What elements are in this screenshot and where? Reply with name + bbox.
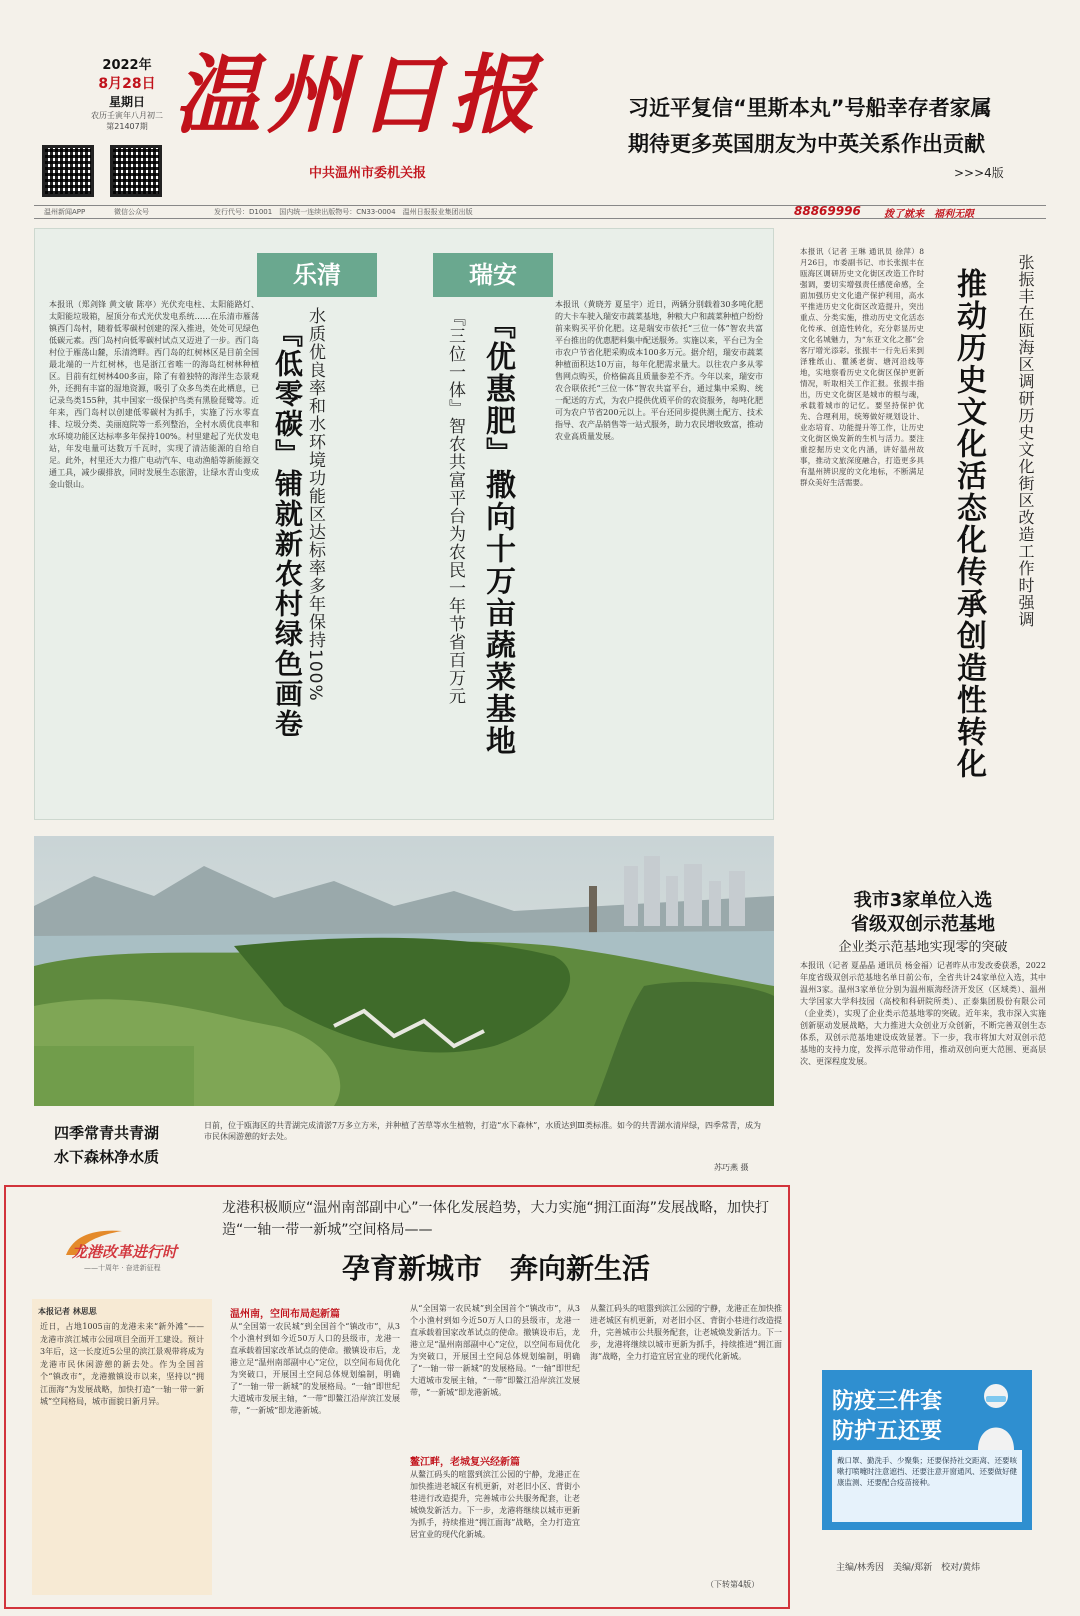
publish-info: 发行代号：D1001 国内统一连续出版物号：CN33-0004 温州日报报业集团出版 — [214, 208, 473, 216]
middle-story-headline[interactable]: 『优惠肥』撒向十万亩蔬菜基地 — [480, 309, 515, 757]
qr1-label: 温州新闻APP — [44, 208, 86, 216]
feature-lead: 近日，占地1005亩的龙港未来“新外滩”——龙港市滨江城市公园项目全面开工建设。预计3年后，这一长度近5公里的滨江景观带将成为龙港市民休闲游憩的新去处。作为全国首个“镇改市”，龙港撤镇设市以来，坚持以“拥江面海”为发展战略，加快打造“一轴一带一新城”空间格局，城市面貌日新月异。 — [40, 1322, 204, 1406]
lake-photo-illustration — [34, 836, 774, 1106]
left-story-headline[interactable]: 『低零碳』铺就新农村绿色画卷 — [271, 319, 304, 739]
publish-bar — [34, 205, 1046, 219]
middle-story-body: 本报讯（黄晓芳 夏星宇）近日，两辆分别载着30多吨化肥的大卡车驶入瑞安市蔬菜基地，种粮大户和蔬菜种植户纷纷前来购买平价化肥。这是瑞安市依托“三位一体”智农共富平台推出的优惠肥料集中配送服务。实施以来，平台已为全市农户节省化肥采购成本100多万元。据介绍，瑞安市蔬菜种植面积达10万亩，每年化肥需求量大。以往农户多从零售网点购买，价格偏高且质量参差不齐。今年以来，瑞安市农合联依托“三位一体”智农共富平台，通过集中采购、统一配送的方式，为农户提供优质平价的农资服务，每吨化肥可为农户节省200元以上。平台还同步提供测土配方、技术指导、农产品销售等一站式服务，助力农民增收致富，推动农业高质量发展。 — [555, 300, 763, 441]
feature-intro: 龙港积极顺应“温州南部副中心”一体化发展趋势，大力实施“拥江面海”发展战略，加快打造“一轴一带一新城”空间格局—— — [222, 1200, 770, 1238]
hotline-tag: 拨了就来 福利无限 — [884, 209, 974, 220]
caption-body: 日前，位于瓯海区的共青湖完成清淤7万多立方米，并种植了苦草等水生植物，打造“水下森林”，水质达到Ⅲ类标准。如今的共青湖水清岸绿，四季常青，成为市民休闲游憩的好去处。 — [204, 1121, 761, 1141]
feature-lead-box — [32, 1299, 212, 1595]
column-subtag: ——十周年 · 奋进新征程 — [84, 1264, 161, 1272]
column-tag: 龙港改革进行时 — [72, 1243, 178, 1261]
right-story-subhead: 张振丰在瓯海区调研历史文化街区改造工作时强调 — [1016, 254, 1035, 628]
green-feature-box — [34, 228, 774, 820]
left-story-body: 本报讯（郑剑锋 黄文敏 陈亭）光伏充电柱、太阳能路灯、太阳能垃圾箱，屋顶分布式光伏发电系统……在乐清市雁荡镇西门岛村，随着低零碳村创建的深入推进，处处可见绿色低碳元素。西门岛村向低零碳村试点又迈进了一步。西门岛村位于雁荡山麓，乐清湾畔。西门岛的红树林区是目前全国最北端的一片红树林，也是浙江省唯一的海岛红树林种植区。目前有红树林400多亩，除了有着独特的海洋生态景观外，还拥有丰富的湿地资源，吸引了众多鸟类在此栖息，已记录鸟类155种，其中国家一级保护鸟类有黑脸琵鹭等。近年来，西门岛村以创建低零碳村为抓手，实施了污水零直排、垃圾分类、美丽庭院等一系列整治，全村水质优良率和水环境功能区达标率多年保持100%。村里建起了光伏发电站，年发电量可达数万千瓦时，实现了清洁能源的自给自足。此外，村里还大力推广电动汽车、电动渔船等新能源交通工具，减少碳排放，同时发展生态旅游，让绿水青山变成金山银山。 — [49, 300, 259, 489]
section2-body: 从鳌江码头的喧嚣到滨江公园的宁静，龙港正在加快推进老城区有机更新，对老旧小区、背街小巷进行改造提升，完善城市公共服务配套，让老城焕发新活力。下一步，龙港将继续以城市更新为抓手，持续推进“拥江面海”战略，全力打造宜居宜业的现代化新城。 — [410, 1470, 580, 1539]
ad-line-2: 防护五还要 — [832, 1419, 943, 1444]
feature-byline: 本报记者 林思思 — [38, 1306, 97, 1316]
caption-title-1: 四季常青共青湖 — [54, 1124, 160, 1142]
section1-body: 从“全国第一农民城”到全国首个“镇改市”，从3个小渔村到如今近50万人口的县级市，龙港一直承载着国家改革试点的使命。撤镇设市后，龙港立足“温州南部副中心”定位，以空间布局优化为突破口，开展国土空间总体规划编制，明确了“一轴一带一新城”的发展格局。“一轴”即世纪大道城市发展主轴，“一带”即鳌江沿岸滨江发展带，“一新城”即龙港新城。 — [230, 1322, 400, 1415]
side-story-headline-2[interactable]: 省级双创示范基地 — [851, 914, 995, 935]
photo-credit: 苏巧燕 摄 — [714, 1163, 749, 1172]
weekday: 星期日 — [108, 95, 145, 109]
lake-photo[interactable] — [34, 836, 774, 1106]
ad-body-panel — [832, 1450, 1022, 1522]
side-story-body: 本报讯（记者 夏晶晶 通讯员 杨金福）记者昨从市发改委获悉，2022年度省级双创示范基地名单日前公布，全省共计24家单位入选，其中温州3家。温州3家单位分别为温州瓯海经济开发区（区域类）、温州大学国家大学科技园（高校和科研院所类）、正泰集团股份有限公司（企业类），实现了企业类示范基地零的突破。近年来，我市深入实施创新驱动发展战略，大力推进大众创业万众创新，不断完善双创生态体系，双创示范基地建设成效显著。下一步，我市将加大对双创示范基地的支持力度，发挥示范带动作用，推动双创向更大范围、更高层次、更深程度发展。 — [800, 961, 1046, 1066]
page-editors: 主编/林秀因 美编/郑新 校对/黄炜 — [836, 1563, 981, 1573]
feature-continued[interactable]: （下转第4版） — [706, 1580, 760, 1589]
tag-yueqing: 乐清 — [257, 253, 377, 297]
ad-figure-icon — [972, 1380, 1020, 1450]
right-story-headline[interactable]: 推动历史文化活态化传承创造性转化 — [951, 268, 986, 780]
epidemic-ad[interactable] — [822, 1370, 1032, 1530]
date-md: 8月28日 — [98, 76, 156, 92]
top-headline-line2[interactable]: 期待更多英国朋友为中英关系作出贡献 — [628, 132, 985, 156]
section1-head: 温州南，空间布局起新篇 — [230, 1309, 340, 1320]
issue-number: 第21407期 — [106, 122, 148, 131]
column-logo — [64, 1227, 214, 1281]
hotline-number[interactable]: 88869996 — [794, 204, 861, 218]
photo-caption — [34, 1118, 774, 1176]
caption-title-2: 水下森林净水质 — [54, 1148, 160, 1166]
newspaper-subtitle: 中共温州市委机关报 — [309, 166, 427, 181]
section2-head: 鳌江畔，老城复兴经新篇 — [410, 1457, 520, 1468]
date-block — [72, 54, 182, 132]
qr2-label: 微信公众号 — [114, 208, 149, 216]
ad-line-1: 防疫三件套 — [832, 1389, 943, 1414]
date-year: 2022年 — [102, 58, 152, 73]
top-headline-line1[interactable]: 习近平复信“里斯本丸”号船幸存者家属 — [628, 96, 992, 120]
column-2-body: 从“全国第一农民城”到全国首个“镇改市”，从3个小渔村到如今近50万人口的县级市，龙港一直承载着国家改革试点的使命。撤镇设市后，龙港立足“温州南部副中心”定位，以空间布局优化为突破口，开展国土空间总体规划编制，明确了“一轴一带一新城”的发展格局。“一轴”即世纪大道城市发展主轴，“一带”即鳌江沿岸滨江发展带，“一新城”即龙港新城。 — [410, 1304, 580, 1397]
left-story-subhead: 水质优良率和水环境功能区达标率多年保持100% — [305, 307, 325, 702]
qr-code-wechat[interactable] — [110, 145, 162, 197]
middle-story-subhead: 『三位一体』智农共富平台为农民一年节省百万元 — [445, 309, 465, 705]
side-story — [800, 880, 1046, 1366]
lunar-date: 农历壬寅年八月初二 — [91, 111, 163, 120]
qr-code-app[interactable] — [42, 145, 94, 197]
column-3-body: 从鳌江码头的喧嚣到滨江公园的宁静，龙港正在加快推进老城区有机更新，对老旧小区、背街小巷进行改造提升，完善城市公共服务配套，让老城焕发新活力。下一步，龙港将继续以城市更新为抓手，持续推进“拥江面海”战略，全力打造宜居宜业的现代化新城。 — [590, 1304, 782, 1361]
masthead — [34, 40, 1046, 200]
ad-body: 戴口罩、勤洗手、少聚集；还要保持社交距离、还要咳嗽打喷嚏时注意遮挡、还要注意开窗通风、还要做好健康监测、还要配合疫苗接种。 — [837, 1456, 1017, 1487]
right-story — [800, 228, 1046, 868]
feature-headline[interactable]: 孕育新城市 奔向新生活 — [341, 1252, 650, 1285]
right-story-body: 本报讯（记者 王琳 通讯员 徐萍）8月26日，市委副书记、市长张振丰在瓯海区调研历史文化街区改造工作时强调，要切实增强责任感使命感，全面加强历史文化遗产保护利用，高水平推进历史文化街区改造提升，突出重点、分类实施，推动历史文化活态化传承、创造性转化，充分彰显历史文化名城魅力，为“东亚文化之都”会客厅增光添彩。张振丰一行先后来到泽雅纸山、瞿溪老街、塘河沿线等地，实地察看历史文化街区保护更新情况，听取相关工作汇报。张振丰指出，历史文化街区是城市的根与魂，承载着城市的记忆。要坚持保护优先、合理利用，统筹做好规划设计、业态培育、功能提升等工作，让历史文化街区焕发新的生机与活力。要注重挖掘历史文化内涵，讲好温州故事，推动文旅深度融合，打造更多具有温州辨识度的文化地标，不断满足群众美好生活需要。 — [800, 247, 924, 487]
side-story-headline-1[interactable]: 我市3家单位入选 — [853, 890, 993, 911]
tag-ruian: 瑞安 — [433, 253, 553, 297]
page-reference[interactable]: >>>4版 — [954, 166, 1004, 180]
feature-frame — [4, 1185, 790, 1609]
side-story-subhead: 企业类示范基地实现零的突破 — [838, 940, 1008, 955]
newspaper-title: 温州日报 — [174, 45, 542, 146]
